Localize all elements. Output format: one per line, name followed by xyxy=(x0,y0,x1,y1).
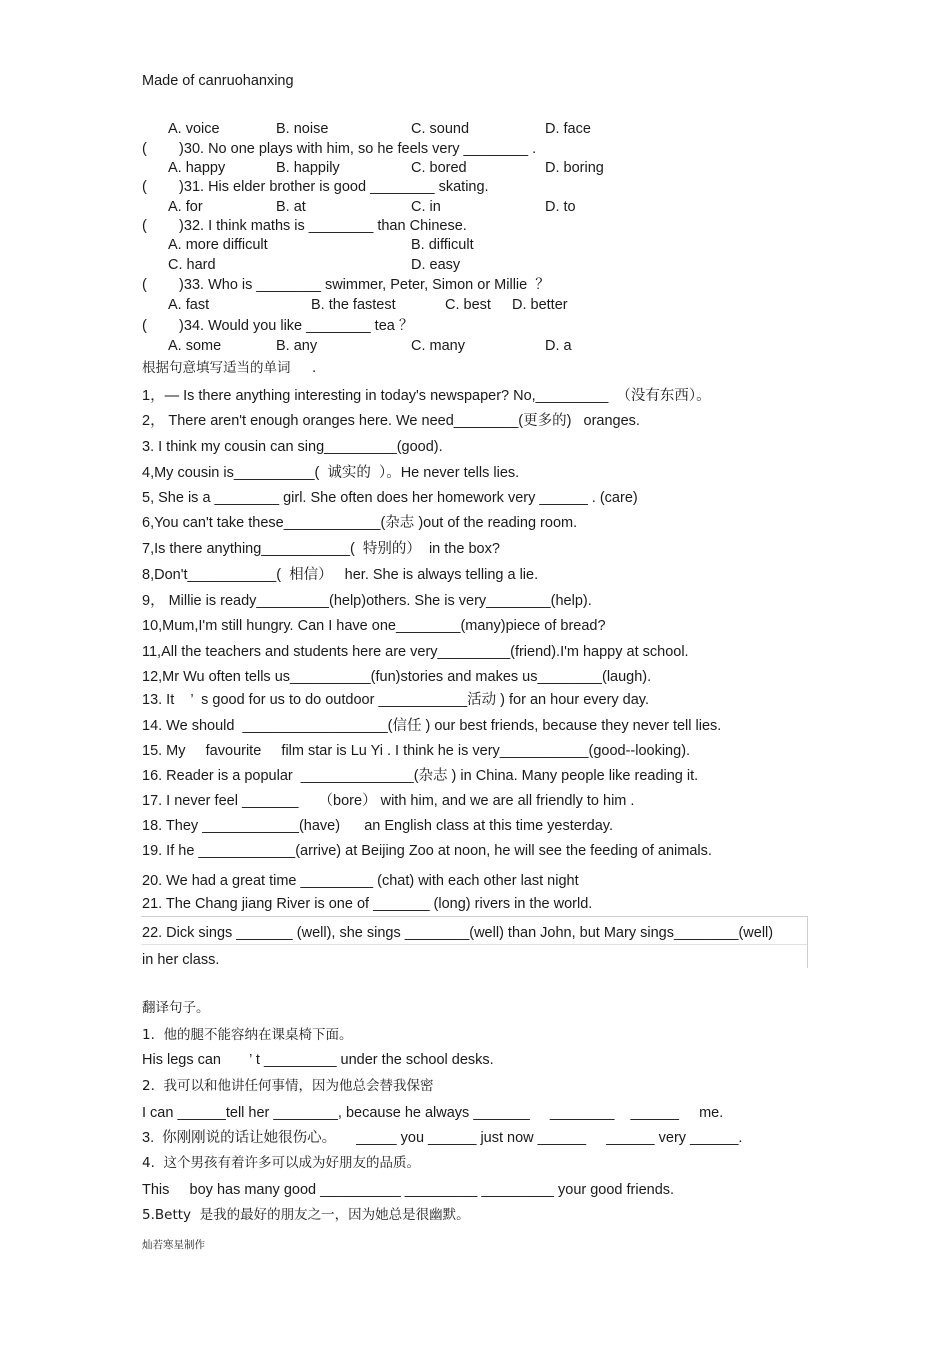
translate-item: 4. 这个男孩有着许多可以成为好朋友的品质。 xyxy=(142,1155,420,1171)
fill-item: 17. I never feel _______ （bore） with him, and we are all friendly to him . xyxy=(142,793,635,809)
option-d: D. face xyxy=(545,121,591,137)
question-33: ( )33. Who is ________ swimmer, Peter, Simon or Millie ？ xyxy=(142,277,550,293)
question-32: ( )32. I think maths is ________ than Chinese. xyxy=(142,218,467,234)
option-c: C. many xyxy=(411,338,465,354)
option-b: B. difficult xyxy=(411,237,474,253)
fill-item: 6,You can't take these____________(杂志 )out of the reading room. xyxy=(142,515,578,531)
fill-item: 4,My cousin is__________( 诚实的 ）。He never tells lies. xyxy=(142,465,520,481)
option-d: D. better xyxy=(512,297,568,313)
option-b: B. the fastest xyxy=(311,297,396,313)
option-a: A. voice xyxy=(168,121,220,137)
option-c: C. sound xyxy=(411,121,470,137)
option-b: B. happily xyxy=(276,160,340,176)
fill-item: 8,Don't___________( 相信） her. She is always telling a lie. xyxy=(142,567,539,583)
translate-item: 2. 我可以和他讲任何事情，因为他总会替我保密 xyxy=(142,1078,434,1094)
question-30: ( )30. No one plays with him, so he feels very ________ . xyxy=(142,141,537,157)
table-border-mid xyxy=(141,944,808,945)
fill-item: 9， Millie is ready_________(help)others. She is very________(help). xyxy=(142,593,592,609)
option-c: C. bored xyxy=(411,160,467,176)
fill-item: 3. I think my cousin can sing_________(good). xyxy=(142,439,443,455)
fill-item: 10,Mum,I'm still hungry. Can I have one________(many)piece of bread? xyxy=(142,618,606,634)
option-b: B. at xyxy=(276,199,306,215)
page-footer: 灿若寒星制作 xyxy=(142,1239,205,1251)
option-a: A. fast xyxy=(168,297,210,313)
section-title-translate: 翻译句子。 xyxy=(142,1000,210,1016)
option-c: C. hard xyxy=(168,257,216,273)
translate-item: This boy has many good __________ _________ _________ your good friends. xyxy=(142,1182,675,1198)
fill-item: 2， There aren't enough oranges here. We need________(更多的) oranges. xyxy=(142,413,640,429)
translate-item: 3. 你刚刚说的话让她很伤心。 _____ you ______ just now ______ ______ very ______. xyxy=(142,1130,743,1146)
fill-item: 21. The Chang jiang River is one of _______ (long) rivers in the world. xyxy=(142,896,593,912)
page-header: Made of canruohanxing xyxy=(142,73,294,89)
fill-item: 13. It ’ s good for us to do outdoor ___________活动 ) for an hour every day. xyxy=(142,692,650,708)
table-border-top xyxy=(141,916,808,917)
option-d: D. a xyxy=(545,338,572,354)
option-d: D. boring xyxy=(545,160,604,176)
fill-item: 20. We had a great time _________ (chat) with each other last night xyxy=(142,873,579,889)
fill-item: 7,Is there anything___________( 特别的） in the box? xyxy=(142,541,500,557)
fill-item: 18. They ____________(have) an English class at this time yesterday. xyxy=(142,818,613,834)
option-c: C. in xyxy=(411,199,441,215)
translate-item: 1. 他的腿不能容纳在课桌椅下面。 xyxy=(142,1027,353,1043)
fill-item: 14. We should __________________(信任 ) our best friends, because they never tell lies. xyxy=(142,718,722,734)
option-d: D. to xyxy=(545,199,576,215)
option-a: A. more difficult xyxy=(168,237,268,253)
fill-item: 5, She is a ________ girl. She often does her homework very ______ . (care) xyxy=(142,490,638,506)
fill-item: 16. Reader is a popular ______________(杂志 ) in China. Many people like reading it. xyxy=(142,768,699,784)
option-a: A. happy xyxy=(168,160,226,176)
option-a: A. some xyxy=(168,338,222,354)
fill-item: 1，— Is there anything interesting in today's newspaper? No,_________ （没有东西）。 xyxy=(142,388,711,404)
fill-item: 22. Dick sings _______ (well), she sings ________(well) than John, but Mary sings________(well) xyxy=(142,925,774,941)
fill-item: 15. My favourite film star is Lu Yi . I think he is very___________(good--looking). xyxy=(142,743,691,759)
fill-item: 12,Mr Wu often tells us__________(fun)stories and makes us________(laugh). xyxy=(142,669,652,685)
fill-item: 19. If he ____________(arrive) at Beijing Zoo at noon, he will see the feeding of animals. xyxy=(142,843,712,859)
table-border-right xyxy=(807,916,808,968)
translate-item: His legs can ’ t _________ under the school desks. xyxy=(142,1052,494,1068)
fill-item: 11,All the teachers and students here are very_________(friend).I'm happy at school. xyxy=(142,644,689,660)
option-a: A. for xyxy=(168,199,203,215)
section-title-fill: 根据句意填写适当的单词 . xyxy=(142,360,317,376)
option-c: C. best xyxy=(445,297,491,313)
translate-item: I can ______tell her ________, because he always _______ ________ ______ me. xyxy=(142,1105,724,1121)
option-b: B. any xyxy=(276,338,318,354)
question-31: ( )31. His elder brother is good ________ skating. xyxy=(142,179,489,195)
option-d: D. easy xyxy=(411,257,461,273)
question-34: ( )34. Would you like ________ tea ？ xyxy=(142,318,414,334)
option-b: B. noise xyxy=(276,121,329,137)
fill-item: in her class. xyxy=(142,952,220,968)
translate-item: 5.Betty 是我的最好的朋友之一，因为她总是很幽默。 xyxy=(142,1207,470,1223)
